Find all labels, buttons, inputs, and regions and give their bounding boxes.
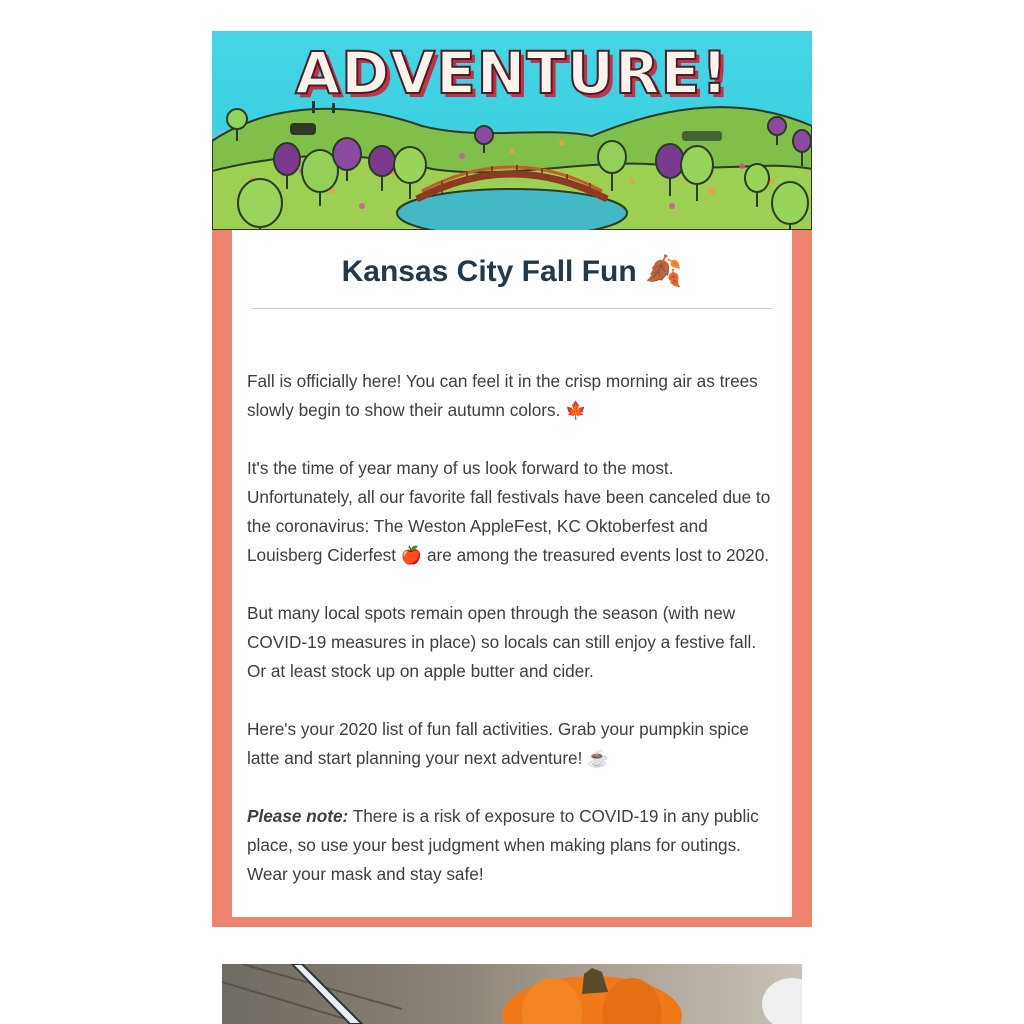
activities-paragraph: Here's your 2020 list of fun fall activities. Grab your pumpkin spice latte and start planning your next adventure! ☕ — [247, 719, 749, 768]
content-frame — [212, 230, 812, 927]
covid-note-paragraph — [247, 802, 776, 889]
note-label: Please note: — [247, 806, 349, 826]
article-body — [232, 309, 792, 889]
intro-paragraph: Fall is officially here! You can feel it in the crisp morning air as trees slowly begin to show their autumn colors. 🍁 — [247, 371, 758, 420]
page-title: Kansas City Fall Fun 🍂 — [341, 255, 683, 288]
pumpkin-photo-icon — [222, 964, 802, 1024]
festivals-paragraph: It's the time of year many of us look forward to the most. Unfortunately, all our favorite fall festivals have been canceled due to the coronavirus: The Weston AppleFest, KC Oktoberfest and Louisberg Ciderfest 🍎 are among the treasured events lost to 2020. — [247, 458, 771, 565]
note-text: There is a risk of exposure to COVID-19 in any public place, so use your best judgment when making plans for outings. Wear your mask and stay safe! — [247, 806, 759, 884]
adventure-hero-banner — [212, 31, 812, 230]
pumpkin-photo — [222, 964, 802, 1024]
local-spots-paragraph: But many local spots remain open through the season (with new COVID-19 measures in place) so locals can still enjoy a festive fall. Or at least stock up on apple butter and cider. — [247, 603, 757, 681]
content-card — [232, 230, 792, 917]
adventure-logo-title: ADVENTURE! — [295, 39, 729, 107]
newsletter-email — [212, 31, 812, 927]
